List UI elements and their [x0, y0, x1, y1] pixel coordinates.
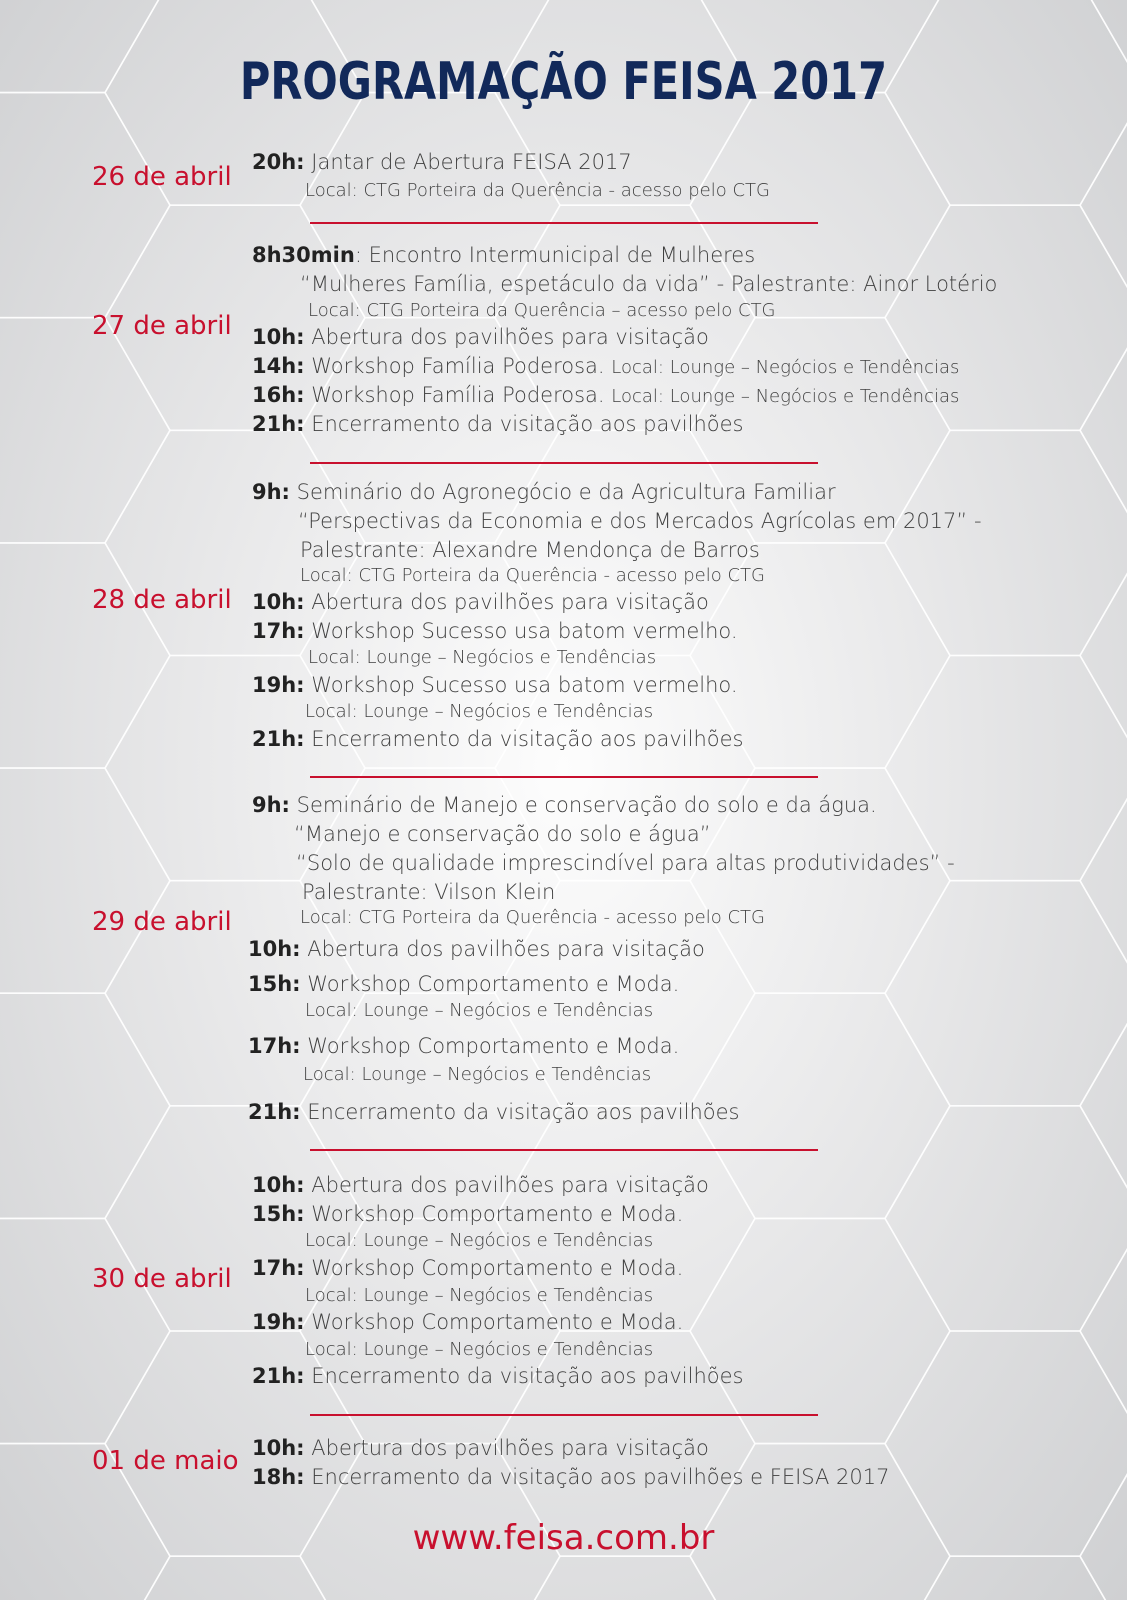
event-location: Local: Lounge – Negócios e Tendências — [305, 1339, 654, 1360]
event-location: Local: Lounge – Negócios e Tendências — [305, 1285, 654, 1306]
event-location: Local: Lounge – Negócios e Tendências — [305, 1230, 654, 1251]
event-location: Local: CTG Porteira da Querência - acesso pelo CTG — [300, 907, 766, 928]
event-location: Local: Lounge – Negócios e Tendências — [303, 1064, 652, 1085]
event-time: 9h: — [252, 480, 290, 504]
event-text: Abertura dos pavilhões para visitação — [307, 937, 705, 961]
hexagon-shape — [1080, 93, 1127, 318]
schedule-item — [252, 673, 738, 697]
event-time: 8h30min — [252, 243, 355, 267]
event-time: 10h: — [252, 325, 305, 349]
event-time: 9h: — [252, 793, 290, 817]
event-location: Local: Lounge – Negócios e Tendências — [611, 386, 960, 407]
schedule-item — [252, 243, 755, 267]
hexagon-shape — [0, 1218, 170, 1443]
event-subtitle: “Perspectivas da Economia e dos Mercados Agrícolas em 2017” - — [298, 509, 982, 533]
event-text: Encerramento da visitação aos pavilhões — [311, 412, 744, 436]
hexagon-shape — [885, 430, 1127, 655]
schedule-item — [252, 1436, 709, 1460]
schedule-item — [252, 325, 709, 349]
schedule-item — [252, 354, 959, 378]
website-link[interactable]: www.feisa.com.br — [412, 1518, 715, 1558]
event-text: Encerramento da visitação aos pavilhões — [307, 1100, 740, 1124]
schedule-item — [252, 412, 744, 436]
event-time: 10h: — [252, 1436, 305, 1460]
hexagon-shape — [1080, 543, 1127, 768]
event-time: 17h: — [252, 619, 305, 643]
day-label-27-abril: 27 de abril — [92, 311, 232, 341]
hexagon-shape — [0, 768, 170, 993]
day-separator — [310, 1414, 818, 1416]
day-label-30-abril: 30 de abril — [92, 1264, 232, 1294]
schedule-item — [252, 727, 744, 751]
event-subtitle: “Solo de qualidade imprescindível para altas produtividades” - — [296, 851, 955, 875]
event-location: Local: CTG Porteira da Querência - acesso pelo CTG — [300, 565, 766, 586]
event-text: Seminário do Agronegócio e da Agricultura Familiar — [296, 480, 836, 504]
day-label-01-maio: 01 de maio — [92, 1446, 239, 1476]
event-location: Local: Lounge – Negócios e Tendências — [305, 701, 654, 722]
event-subtitle: “Mulheres Família, espetáculo da vida” - Palestrante: Ainor Lotério — [300, 272, 998, 296]
day-label-28-abril: 28 de abril — [92, 585, 232, 615]
event-text: Encerramento da visitação aos pavilhões — [311, 1364, 744, 1388]
event-speaker: Palestrante: Vilson Klein — [302, 880, 556, 904]
event-text: Workshop Família Poderosa. — [311, 354, 605, 378]
schedule-item — [252, 1202, 683, 1226]
event-time: 10h: — [248, 937, 301, 961]
hexagon-shape — [0, 318, 170, 543]
schedule-item — [252, 590, 709, 614]
page-title: PROGRAMAÇÃO FEISA 2017 — [239, 52, 888, 112]
schedule-item — [252, 619, 738, 643]
schedule-item — [252, 480, 836, 504]
event-location: Local: Lounge – Negócios e Tendências — [611, 357, 960, 378]
event-text: Workshop Sucesso usa batom vermelho. — [311, 619, 738, 643]
schedule-item — [252, 150, 632, 174]
event-time: 21h: — [252, 727, 305, 751]
event-time: 10h: — [252, 590, 305, 614]
hexagon-shape — [885, 656, 1127, 881]
hexagon-shape — [885, 881, 1127, 1106]
schedule-item — [252, 1173, 709, 1197]
schedule-item — [248, 972, 679, 996]
schedule-item — [252, 1364, 744, 1388]
event-text: Workshop Comportamento e Moda. — [307, 972, 680, 996]
hexagon-shape — [0, 543, 170, 768]
event-text: Abertura dos pavilhões para visitação — [311, 1436, 709, 1460]
event-text: Workshop Comportamento e Moda. — [311, 1310, 684, 1334]
event-text: Jantar de Abertura FEISA 2017 — [311, 150, 632, 174]
event-location: Local: Lounge – Negócios e Tendências — [305, 1000, 654, 1021]
event-time: 15h: — [252, 1202, 305, 1226]
event-time: 21h: — [252, 412, 305, 436]
schedule-item — [248, 1034, 679, 1058]
day-label-29-abril: 29 de abril — [92, 907, 232, 937]
event-text: Seminário de Manejo e conservação do solo e da água. — [296, 793, 877, 817]
hexagon-shape — [1080, 1218, 1127, 1443]
event-text: : Encontro Intermunicipal de Mulheres — [354, 243, 756, 267]
hexagon-shape — [1080, 768, 1127, 993]
hexagon-shape — [0, 93, 170, 318]
day-label-26-abril: 26 de abril — [92, 162, 232, 192]
schedule-item — [252, 1256, 683, 1280]
hexagon-shape — [1080, 993, 1127, 1218]
hexagon-shape — [1080, 318, 1127, 543]
event-time: 21h: — [248, 1100, 301, 1124]
event-text: Workshop Comportamento e Moda. — [311, 1256, 684, 1280]
event-time: 17h: — [252, 1256, 305, 1280]
event-text: Workshop Família Poderosa. — [311, 383, 605, 407]
event-location: Local: Lounge – Negócios e Tendências — [308, 647, 657, 668]
day-separator — [310, 462, 818, 464]
schedule-item — [252, 383, 959, 407]
day-separator — [310, 1149, 818, 1151]
event-time: 17h: — [248, 1034, 301, 1058]
event-time: 19h: — [252, 1310, 305, 1334]
event-text: Workshop Comportamento e Moda. — [307, 1034, 680, 1058]
event-speaker: Palestrante: Alexandre Mendonça de Barros — [300, 538, 760, 562]
event-time: 16h: — [252, 383, 305, 407]
event-time: 10h: — [252, 1173, 305, 1197]
event-time: 21h: — [252, 1364, 305, 1388]
event-text: Abertura dos pavilhões para visitação — [311, 1173, 709, 1197]
event-text: Workshop Comportamento e Moda. — [311, 1202, 684, 1226]
event-location: Local: CTG Porteira da Querência - acesso pelo CTG — [305, 180, 771, 201]
event-text: Encerramento da visitação aos pavilhões — [311, 727, 744, 751]
hexagon-shape — [105, 1556, 365, 1600]
event-text: Encerramento da visitação aos pavilhões e FEISA 2017 — [311, 1465, 890, 1489]
event-subtitle: “Manejo e conservação do solo e água” — [294, 822, 711, 846]
schedule-item — [252, 1310, 683, 1334]
schedule-item — [248, 937, 705, 961]
hexagon-shape — [495, 1556, 755, 1600]
schedule-item — [248, 1100, 740, 1124]
day-separator — [310, 222, 818, 224]
schedule-item — [252, 1465, 890, 1489]
hexagon-shape — [1080, 0, 1127, 93]
event-time: 19h: — [252, 673, 305, 697]
hexagon-shape — [885, 1556, 1127, 1600]
event-text: Abertura dos pavilhões para visitação — [311, 590, 709, 614]
event-time: 15h: — [248, 972, 301, 996]
hexagon-shape — [885, 1106, 1127, 1331]
event-time: 20h: — [252, 150, 305, 174]
event-text: Workshop Sucesso usa batom vermelho. — [311, 673, 738, 697]
hexagon-shape — [690, 1218, 950, 1443]
event-text: Abertura dos pavilhões para visitação — [311, 325, 709, 349]
event-time: 18h: — [252, 1465, 305, 1489]
hexagon-shape — [0, 993, 170, 1218]
event-location: Local: CTG Porteira da Querência – acesso pelo CTG — [308, 300, 776, 321]
event-time: 14h: — [252, 354, 305, 378]
schedule-item — [252, 793, 877, 817]
day-separator — [310, 776, 818, 778]
